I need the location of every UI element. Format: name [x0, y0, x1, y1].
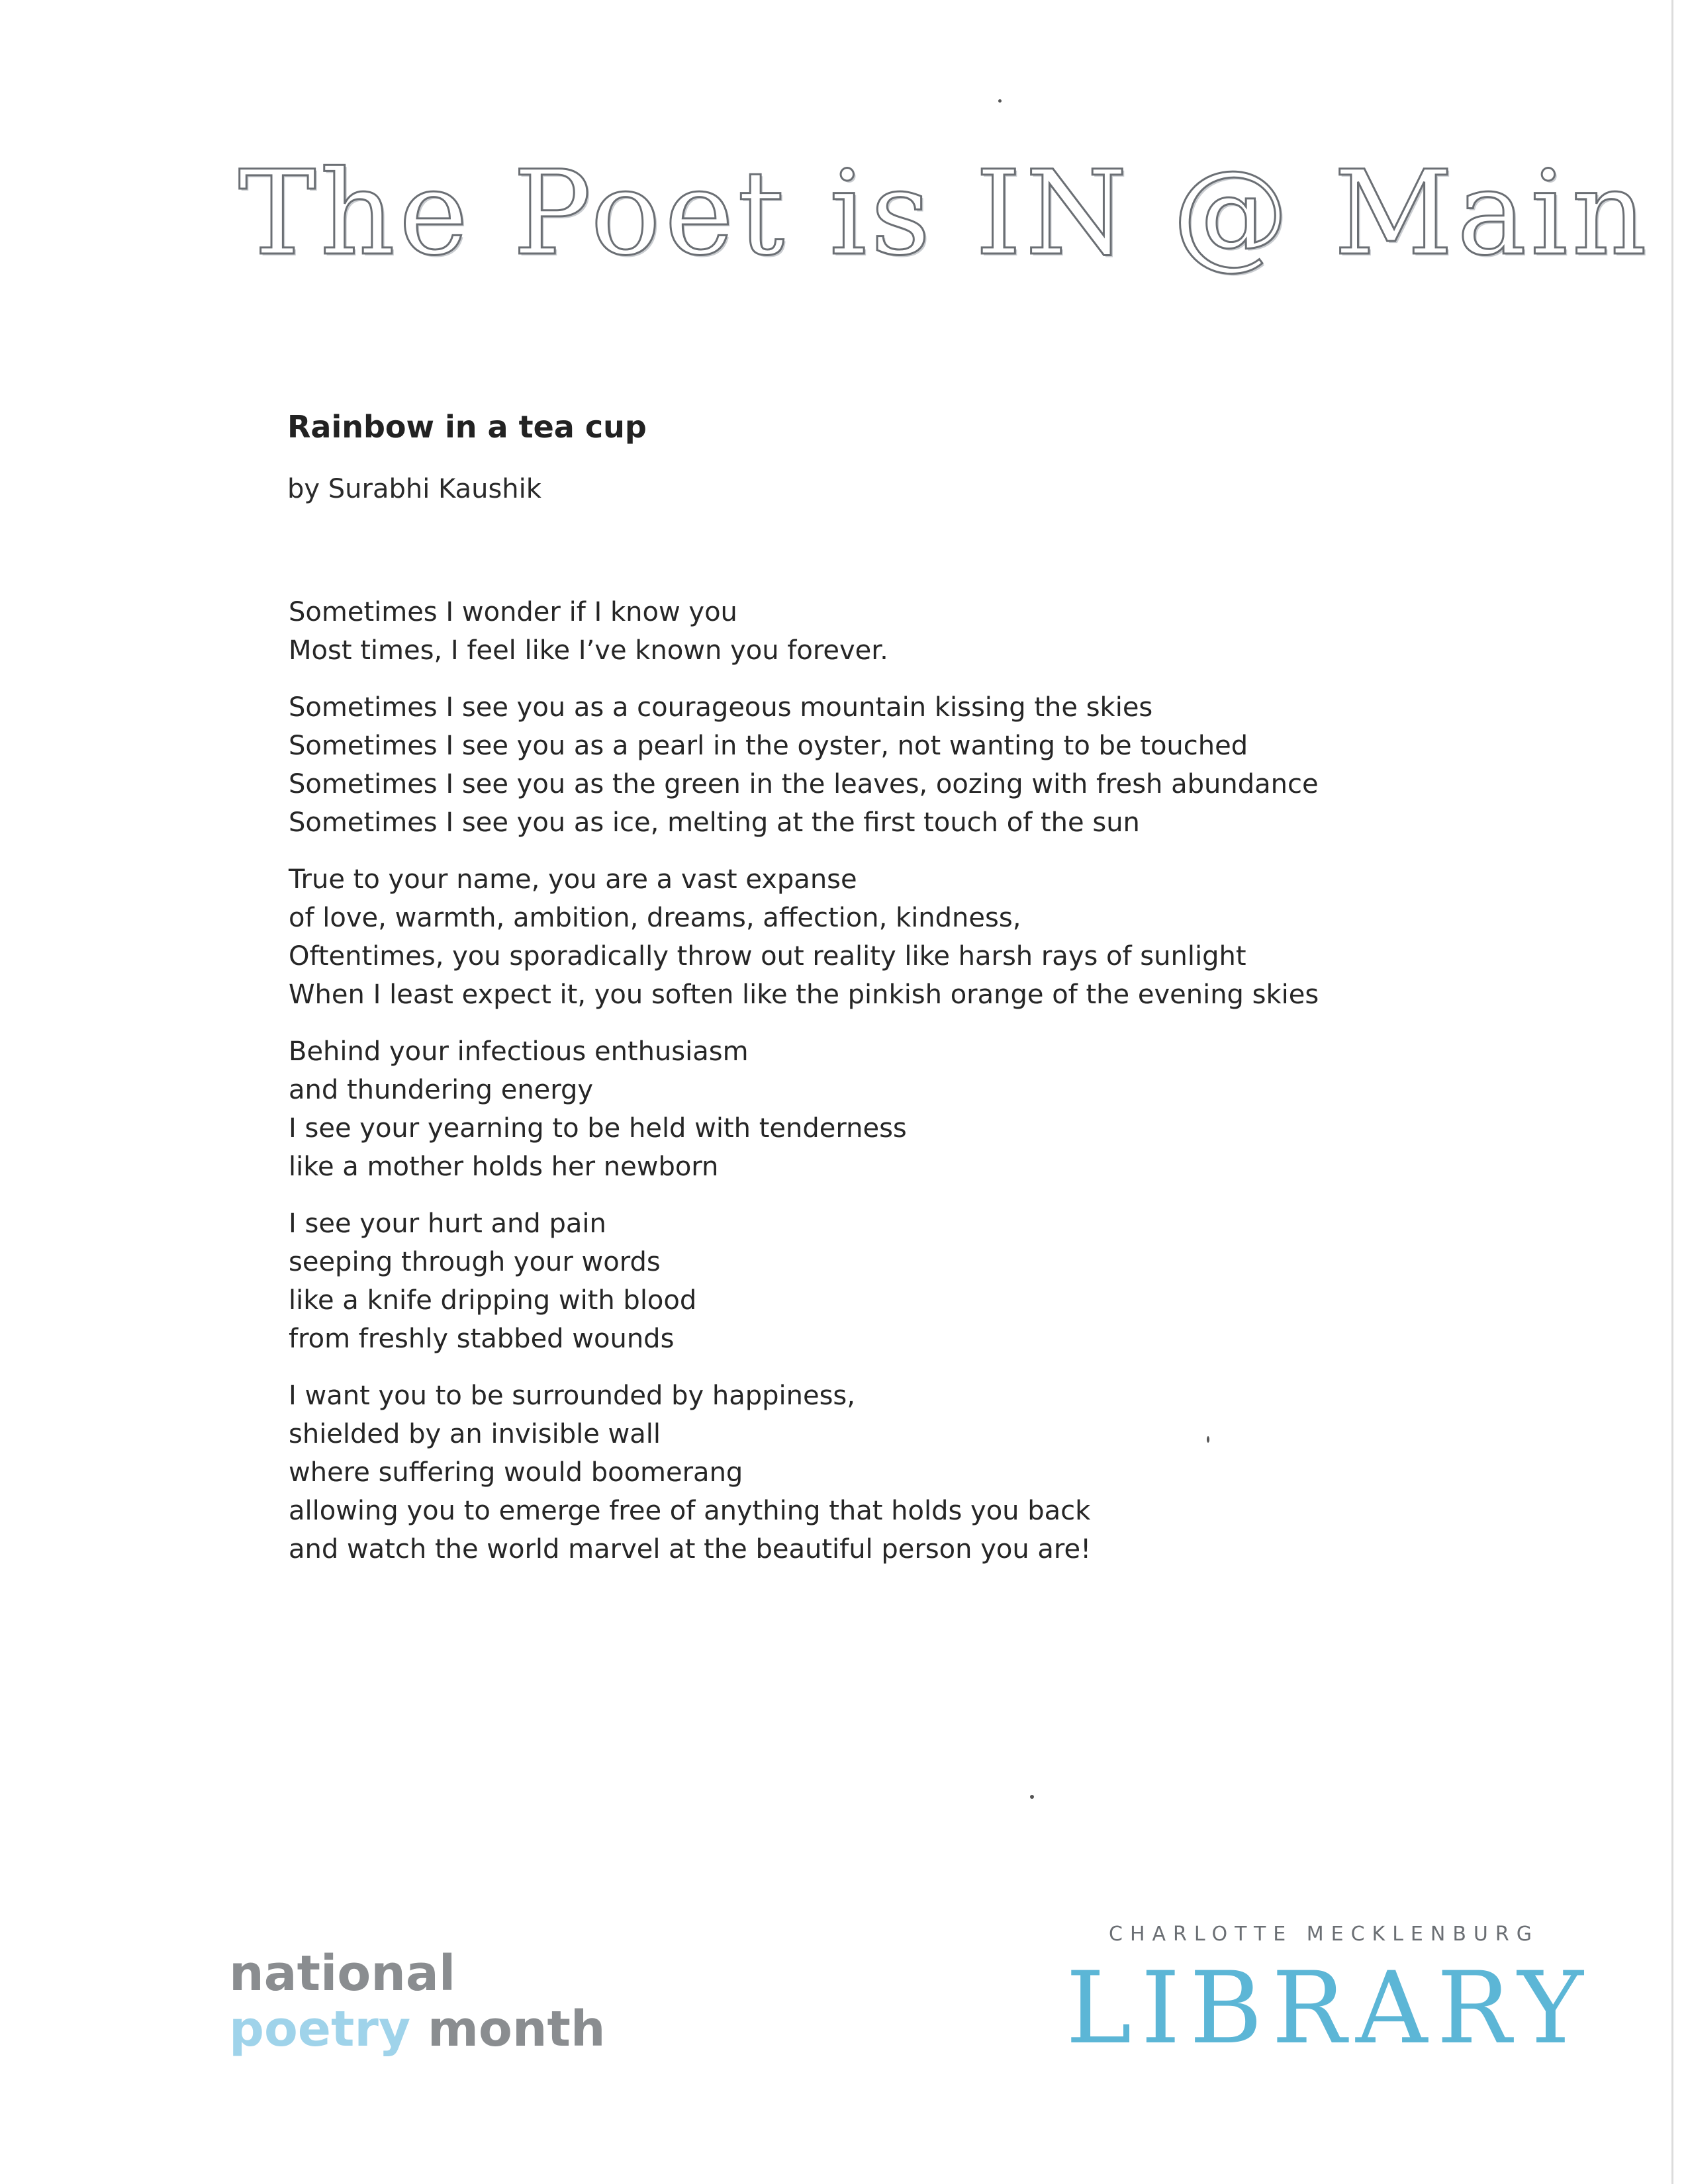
poem-body [289, 593, 1381, 1587]
poem-line: Behind your infectious enthusiasm [289, 1036, 749, 1067]
library-logo-subtitle: CHARLOTTE MECKLENBURG [1109, 1923, 1539, 1946]
stanza [289, 593, 1381, 670]
poem-line: shielded by an invisible wall [289, 1419, 661, 1449]
stanza [289, 1032, 1381, 1186]
poem-line: allowing you to emerge free of anything that holds you back [289, 1496, 1091, 1526]
poem-line: like a mother holds her newborn [289, 1152, 719, 1182]
poem-line: Sometimes I see you as a courageous mountain kissing the skies [289, 692, 1153, 723]
stanza [289, 1205, 1381, 1358]
stanza [289, 688, 1381, 842]
scan-speck [1030, 1795, 1034, 1799]
poem-line: and thundering energy [289, 1075, 594, 1105]
poem-line: Oftentimes, you sporadically throw out reality like harsh rays of sunlight [289, 941, 1246, 972]
poem-line: where suffering would boomerang [289, 1457, 743, 1488]
poem-line: When I least expect it, you soften like the pinkish orange of the evening skies [289, 979, 1319, 1010]
poem-line: True to your name, you are a vast expanse [289, 864, 857, 895]
national-poetry-month-logo [229, 1946, 606, 2057]
poem-line: Most times, I feel like I’ve known you forever. [289, 635, 888, 666]
poem-line: from freshly stabbed wounds [289, 1324, 675, 1354]
npm-logo-national: national [229, 1945, 456, 2002]
library-logo-name: LIBRARY [1066, 1951, 1593, 2066]
poem-line: and watch the world marvel at the beautiful person you are! [289, 1534, 1092, 1565]
poem-line: like a knife dripping with blood [289, 1285, 697, 1316]
poem-author: by Surabhi Kaushik [287, 474, 541, 504]
poem-line: seeping through your words [289, 1247, 661, 1277]
npm-logo-month: month [427, 2001, 606, 2058]
poem-title: Rainbow in a tea cup [287, 409, 647, 445]
npm-logo-poetry: poetry [229, 2001, 411, 2058]
poem-line: Sometimes I see you as a pearl in the oyster, not wanting to be touched [289, 731, 1248, 761]
page-edge [1671, 0, 1673, 2184]
poem-line: I see your yearning to be held with tenderness [289, 1113, 907, 1144]
library-logo [1066, 1923, 1593, 2066]
poem-line: I see your hurt and pain [289, 1208, 606, 1239]
page-title: The Poet is IN @ Main [238, 146, 1651, 281]
poem-line: Sometimes I wonder if I know you [289, 597, 737, 627]
poem-line: of love, warmth, ambition, dreams, affection, kindness, [289, 903, 1021, 933]
poem-line: Sometimes I see you as ice, melting at the first touch of the sun [289, 807, 1140, 838]
stanza [289, 1377, 1381, 1569]
scan-speck [1207, 1436, 1209, 1443]
scan-speck [998, 99, 1002, 103]
poem-line: Sometimes I see you as the green in the leaves, oozing with fresh abundance [289, 769, 1319, 799]
stanza [289, 860, 1381, 1014]
poem-line: I want you to be surrounded by happiness, [289, 1381, 855, 1411]
